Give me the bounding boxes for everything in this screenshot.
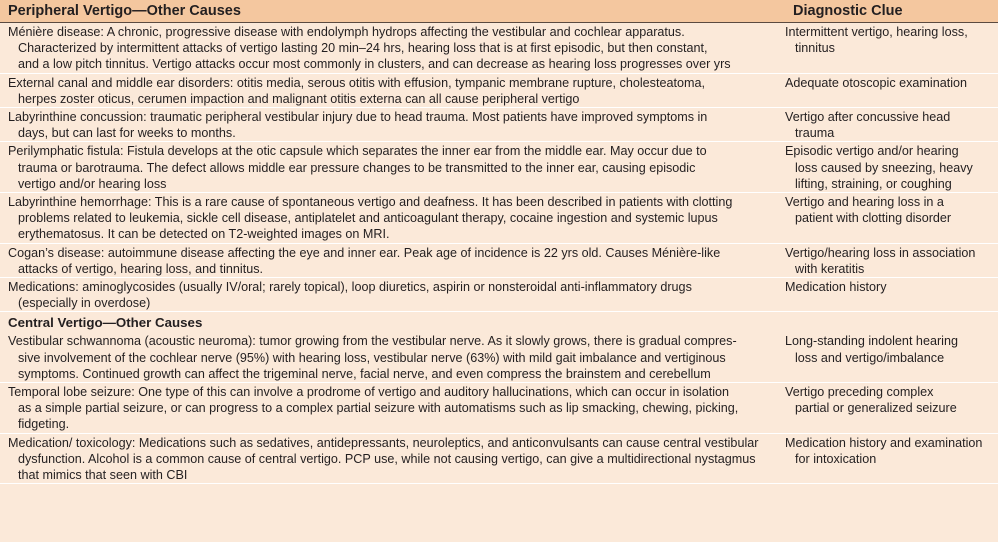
cause-cell: [0, 142, 774, 192]
clue-line: Medication history and examination: [785, 435, 983, 450]
cause-line: days, but can last for weeks to months.: [18, 126, 236, 141]
clue-line: Medication history: [785, 280, 887, 295]
table-row: [0, 23, 998, 74]
table-row: [0, 193, 998, 244]
cause-line: herpes zoster oticus, cerumen impaction and malignant otitis externa can all cause peripheral vertigo: [18, 91, 580, 106]
cause-line: External canal and middle ear disorders: otitis media, serous otitis with effusion, tympanic membrane rupture, cholesteatoma,: [8, 75, 705, 90]
cause-line: symptoms. Continued growth can affect the trigeminal nerve, facial nerve, and even compress the brainstem and cerebellum: [18, 366, 711, 381]
table-row: [0, 278, 998, 312]
cause-cell: [0, 332, 774, 382]
cause-line: dysfunction. Alcohol is a common cause of central vertigo. PCP use, while not causing vertigo, can give a multidirectional nystagmus: [18, 451, 756, 466]
cause-line: Cogan’s disease: autoimmune disease affecting the eye and inner ear. Peak age of incidence is 22 yrs old. Causes Ménière-like: [8, 245, 721, 260]
clue-cell: [774, 244, 998, 277]
clue-cell: [774, 193, 998, 243]
central-section-title: Central Vertigo—Other Causes: [8, 315, 203, 331]
clue-line: Vertigo and hearing loss in a: [785, 195, 944, 210]
clue-cell: [774, 142, 998, 192]
cause-line: Perilymphatic fistula: Fistula develops at the otic capsule which separates the inner ear from the middle ear. May occur due to: [8, 144, 707, 159]
cause-line: Medications: aminoglycosides (usually IV/oral; rarely topical), loop diuretics, aspirin or nonsteroidal anti-inflammatory drugs: [8, 280, 692, 295]
clue-line: Vertigo after concussive head: [785, 110, 951, 125]
clue-line: lifting, straining, or coughing: [795, 176, 952, 191]
cause-line: attacks of vertigo, hearing loss, and tinnitus.: [18, 261, 264, 276]
cause-line: (especially in overdose): [18, 296, 151, 311]
peripheral-rows: [0, 23, 998, 312]
table-row: [0, 74, 998, 108]
table-row: [0, 332, 998, 383]
cause-line: Characterized by intermittent attacks of vertigo lasting 20 min–24 hrs, hearing loss that is at first episodic, but then constant,: [18, 41, 708, 56]
table-header: [0, 0, 998, 23]
table-row: [0, 244, 998, 278]
table-row: [0, 434, 998, 485]
cause-cell: [0, 108, 774, 141]
clue-line: with keratitis: [795, 261, 865, 276]
cause-cell: [0, 383, 774, 433]
central-rows: [0, 332, 998, 484]
clue-cell: [774, 278, 998, 311]
clue-cell: [774, 108, 998, 141]
cause-line: Temporal lobe seizure: One type of this can involve a prodrome of vertigo and auditory hallucinations, which can occur in isolation: [8, 385, 730, 400]
table-row: [0, 383, 998, 434]
cause-cell: [0, 193, 774, 243]
clue-line: loss and vertigo/imbalance: [795, 350, 945, 365]
cause-line: fidgeting.: [18, 417, 70, 432]
clue-line: Vertigo/hearing loss in association: [785, 245, 976, 260]
cause-cell: [0, 278, 774, 311]
clue-cell: [774, 23, 998, 73]
cause-line: vertigo and/or hearing loss: [18, 176, 167, 191]
cause-line: Vestibular schwannoma (acoustic neuroma): tumor growing from the vestibular nerve. As it slowly grows, there is gradual compres-: [8, 334, 737, 349]
clue-line: for intoxication: [795, 451, 877, 466]
cause-line: as a simple partial seizure, or can progress to a complex partial seizure with automatisms such as lip smacking, chewing, picking,: [18, 401, 739, 416]
cause-cell: [0, 74, 774, 107]
cause-line: that mimics that seen with CBI: [18, 468, 188, 483]
cause-line: erythematosus. It can be detected on T2-weighted images on MRI.: [18, 227, 390, 242]
cause-cell: [0, 244, 774, 277]
clue-line: partial or generalized seizure: [795, 401, 957, 416]
clue-cell: [774, 434, 998, 484]
clue-line: Vertigo preceding complex: [785, 385, 934, 400]
cause-line: problems related to leukemia, sickle cell disease, antiplatelet and anticoagulant therapy, cocaine ingestion and systemic lupus: [18, 211, 718, 226]
header-causes-title: Peripheral Vertigo—Other Causes: [8, 3, 241, 19]
table-row: [0, 142, 998, 193]
cause-line: and a low pitch tinnitus. Vertigo attacks occur most commonly in clusters, and can decrease as hearing loss progresses over yrs: [18, 57, 731, 72]
clue-line: loss caused by sneezing, heavy: [795, 160, 973, 175]
clue-line: Adequate otoscopic examination: [785, 75, 968, 90]
clue-cell: [774, 383, 998, 433]
cause-line: Labyrinthine concussion: traumatic peripheral vestibular injury due to head trauma. Most patients have improved symptoms in: [8, 110, 708, 125]
clue-line: trauma: [795, 126, 835, 141]
cause-line: Labyrinthine hemorrhage: This is a rare cause of spontaneous vertigo and deafness. It has been described in patients with clotting: [8, 195, 733, 210]
clue-line: Episodic vertigo and/or hearing: [785, 144, 959, 159]
cause-cell: [0, 434, 774, 484]
clue-line: Long-standing indolent hearing: [785, 334, 958, 349]
header-clue-title: Diagnostic Clue: [793, 3, 903, 19]
clue-line: tinnitus: [795, 41, 835, 56]
clue-line: Intermittent vertigo, hearing loss,: [785, 25, 968, 39]
cause-line: trauma or barotrauma. The defect allows middle ear pressure changes to be transmitted to the inner ear, causing episodic: [18, 160, 696, 175]
cause-line: Ménière disease: A chronic, progressive disease with endolymph hydrops affecting the vestibular and cochlear apparatus.: [8, 25, 685, 39]
clue-cell: [774, 332, 998, 382]
cause-line: Medication/ toxicology: Medications such as sedatives, antidepressants, neuroleptics, and anticonvulsants can cause central vestibular: [8, 435, 759, 450]
clue-cell: [774, 74, 998, 107]
clue-line: patient with clotting disorder: [795, 211, 952, 226]
cause-cell: [0, 23, 774, 73]
cause-line: sive involvement of the cochlear nerve (95%) with hearing loss, vestibular nerve (63%) with mild gait imbalance and vertiginous: [18, 350, 726, 365]
table-row: [0, 108, 998, 142]
